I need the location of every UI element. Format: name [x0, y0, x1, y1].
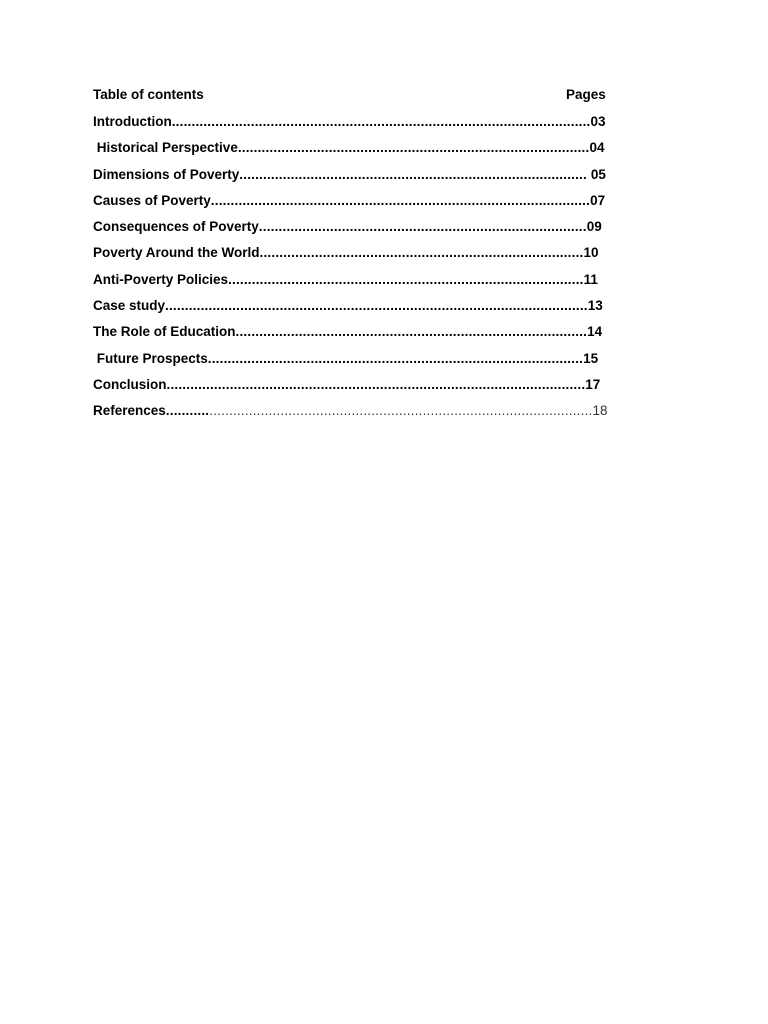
toc-leader-dots: ................................................................................... [258, 219, 587, 235]
toc-entry-title: Future Prospects [93, 350, 208, 366]
toc-entry-page: 03 [590, 114, 606, 129]
toc-entry-title: The Role of Education [93, 324, 236, 340]
toc-entry-title: Causes of Poverty [93, 192, 211, 208]
toc-leader-dots: ................................................................................................ [210, 192, 591, 208]
toc-entry-page: 18 [592, 403, 608, 419]
toc-list [93, 113, 653, 429]
toc-leader-dots: ......................................................................................... [235, 324, 588, 340]
toc-entry-page: 10 [583, 245, 599, 261]
toc-entry [93, 271, 653, 297]
toc-leader-dots: ........................................................................................................... [165, 298, 588, 314]
toc-entry [93, 139, 653, 165]
toc-leader-dots-light: ................................................................................................. [209, 403, 593, 419]
toc-entry-title: Poverty Around the World [93, 245, 260, 261]
toc-entry-title: Introduction [93, 114, 172, 129]
toc-entry [93, 297, 653, 323]
toc-entry-title: References [93, 403, 166, 419]
toc-entry-page: 04 [589, 140, 605, 156]
toc-entry-page: 07 [590, 192, 606, 208]
toc-entry-title: Case study [93, 298, 166, 314]
toc-entry-page: 13 [587, 298, 603, 314]
toc-entry-page: 14 [587, 324, 603, 340]
toc-leader-dots: ............................................................................................... [207, 350, 584, 366]
toc-entry [93, 323, 653, 349]
toc-entry-page: 15 [583, 350, 599, 366]
toc-leader-dots: .......................................................................................... [228, 271, 584, 287]
toc-entry [93, 166, 653, 192]
toc-heading: Table of contents [93, 87, 204, 102]
toc-entry-title: Historical Perspective [93, 140, 238, 156]
toc-entry [93, 350, 653, 376]
toc-leader-dots: ........... [165, 403, 210, 419]
toc-entry [93, 113, 653, 139]
toc-leader-dots: .......................................................................................................... [171, 114, 591, 129]
toc-entry-page: 11 [583, 271, 598, 287]
toc-leader-dots: .................................................................................. [259, 245, 584, 261]
toc-entry-page: 17 [585, 376, 601, 392]
toc-entry [93, 402, 653, 428]
toc-entry-title: Conclusion [93, 376, 167, 392]
toc-entry-page: 05 [590, 166, 606, 182]
toc-entry [93, 244, 653, 270]
toc-header [93, 87, 613, 105]
toc-entry-title: Anti-Poverty Policies [93, 271, 229, 287]
toc-leader-dots: ........................................................................................ [239, 166, 591, 182]
toc-entry-page: 09 [586, 219, 602, 235]
toc-leader-dots: ......................................................................................... [237, 140, 590, 156]
toc-entry-title: Consequences of Poverty [93, 219, 259, 235]
toc-entry [93, 218, 653, 244]
toc-entry-title: Dimensions of Poverty [93, 166, 240, 182]
pages-label: Pages [566, 87, 606, 102]
toc-leader-dots: .......................................................................................................... [166, 376, 586, 392]
toc-entry [93, 376, 653, 402]
toc-entry [93, 192, 653, 218]
